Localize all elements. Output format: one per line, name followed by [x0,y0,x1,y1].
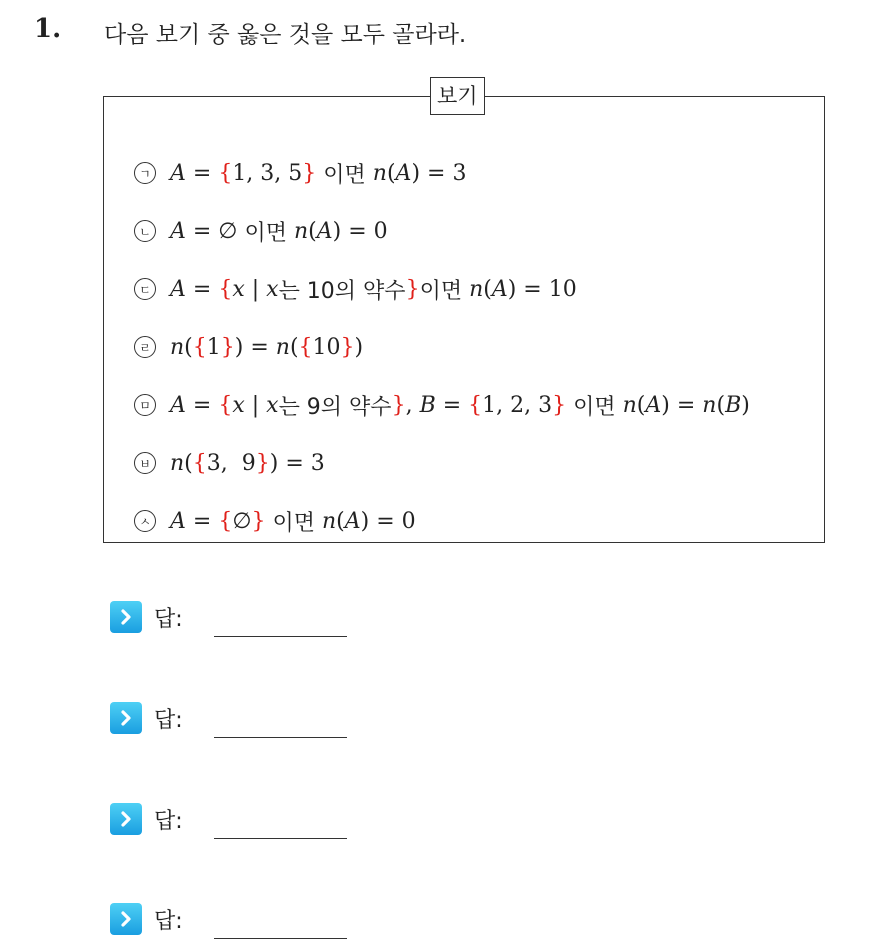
math-var: A [170,508,186,534]
circled-marker: ㅁ [134,394,156,416]
answer-row [110,596,370,638]
example-item [134,318,750,376]
circled-marker: ㅅ [134,510,156,532]
math-var: n [170,334,185,360]
question-number: 1. [34,14,62,44]
korean-text: 이면 [316,162,373,188]
math-text: ) = 10 [507,276,577,302]
brace: { [468,392,483,418]
math-text: = [435,392,469,418]
answer-blank[interactable] [214,737,347,738]
math-var: A [344,508,361,534]
math-text: ) = [661,392,703,418]
math-text: ( [716,392,726,418]
math-text: ) [741,392,750,418]
answer-label: 답: [154,606,183,632]
math-text: , [405,392,420,418]
math-var: x [232,392,245,418]
brace: { [218,508,233,534]
answer-blank[interactable] [214,938,347,939]
example-item [134,492,750,550]
math-text: 10 [312,334,341,360]
math-text: ( [483,276,492,302]
math-text: ( [386,160,396,186]
math-var: A [316,218,333,244]
brace: } [302,160,317,186]
brace: { [192,334,207,360]
answer-row [110,898,370,940]
math-var: A [645,392,662,418]
math-text: ( [184,450,193,476]
circled-marker: ㄱ [134,162,156,184]
math-var: n [702,392,717,418]
brace: } [391,392,406,418]
math-var: A [170,276,186,302]
answer-blank[interactable] [214,636,347,637]
math-text: ( [636,392,646,418]
math-text: = [185,392,219,418]
math-var: A [170,160,186,186]
math-text: | [244,392,267,418]
math-text: ( [336,508,345,534]
example-item [134,202,750,260]
chevron-right-icon [110,702,142,734]
math-text: ( [308,218,317,244]
math-text: 1, 3, 5 [232,160,303,186]
answer-label: 답: [154,707,183,733]
math-var: n [170,450,185,476]
math-var: A [491,276,508,302]
circled-marker: ㄴ [134,220,156,242]
math-var: A [395,160,412,186]
example-item [134,260,750,318]
math-var: x [232,276,245,302]
math-text: ( [289,334,299,360]
brace: } [255,450,270,476]
example-items [134,144,750,550]
math-var: A [170,218,186,244]
math-var: B [419,392,436,418]
answer-row [110,697,370,739]
math-text: ) [354,334,364,360]
math-var: n [469,276,484,302]
example-item [134,434,750,492]
math-var: n [321,508,337,534]
answer-row [110,798,370,840]
math-var: n [372,160,387,186]
brace: } [340,334,355,360]
math-text: ( [184,334,193,360]
math-text: 1 [206,334,221,360]
example-box-title: 보기 [430,77,485,115]
math-text: = [185,276,219,302]
math-var: x [266,392,279,418]
math-text: ∅ [232,508,252,534]
korean-text: 는 10의 약수 [278,278,406,304]
brace: } [552,392,567,418]
example-item [134,144,750,202]
math-text: | [244,276,267,302]
example-box [103,84,825,543]
brace: { [192,450,207,476]
circled-marker: ㄷ [134,278,156,300]
answer-blank[interactable] [214,838,347,839]
math-var: x [266,276,279,302]
math-text: ) = 3 [411,160,467,186]
question-text: 다음 보기 중 옳은 것을 모두 골라라. [104,22,467,48]
math-var: B [725,392,742,418]
brace: } [405,276,420,302]
math-text: = [185,508,219,534]
brace: { [218,276,233,302]
math-text: ) = 0 [332,218,388,244]
korean-text: 이면 [244,220,294,246]
korean-text: 이면 [265,510,322,536]
brace: { [298,334,313,360]
math-text: ) = 3 [269,450,325,476]
chevron-right-icon [110,903,142,935]
math-text: = [185,160,219,186]
math-var: n [275,334,290,360]
math-var: n [293,218,309,244]
math-text: 1, 2, 3 [482,392,553,418]
circled-marker: ㅂ [134,452,156,474]
chevron-right-icon [110,601,142,633]
math-text: ) = 0 [360,508,416,534]
chevron-right-icon [110,803,142,835]
math-text: = ∅ [185,218,245,244]
brace: } [251,508,266,534]
example-item [134,376,750,434]
brace: { [218,392,233,418]
math-text: ) = [234,334,276,360]
answer-label: 답: [154,808,183,834]
korean-text: 이면 [566,394,623,420]
brace: } [220,334,235,360]
circled-marker: ㄹ [134,336,156,358]
math-var: A [170,392,186,418]
korean-text: 이면 [419,278,470,304]
math-var: n [622,392,637,418]
korean-text: 는 9의 약수 [278,394,392,420]
answer-label: 답: [154,908,183,934]
brace: { [218,160,233,186]
math-text: 3, 9 [206,450,256,476]
